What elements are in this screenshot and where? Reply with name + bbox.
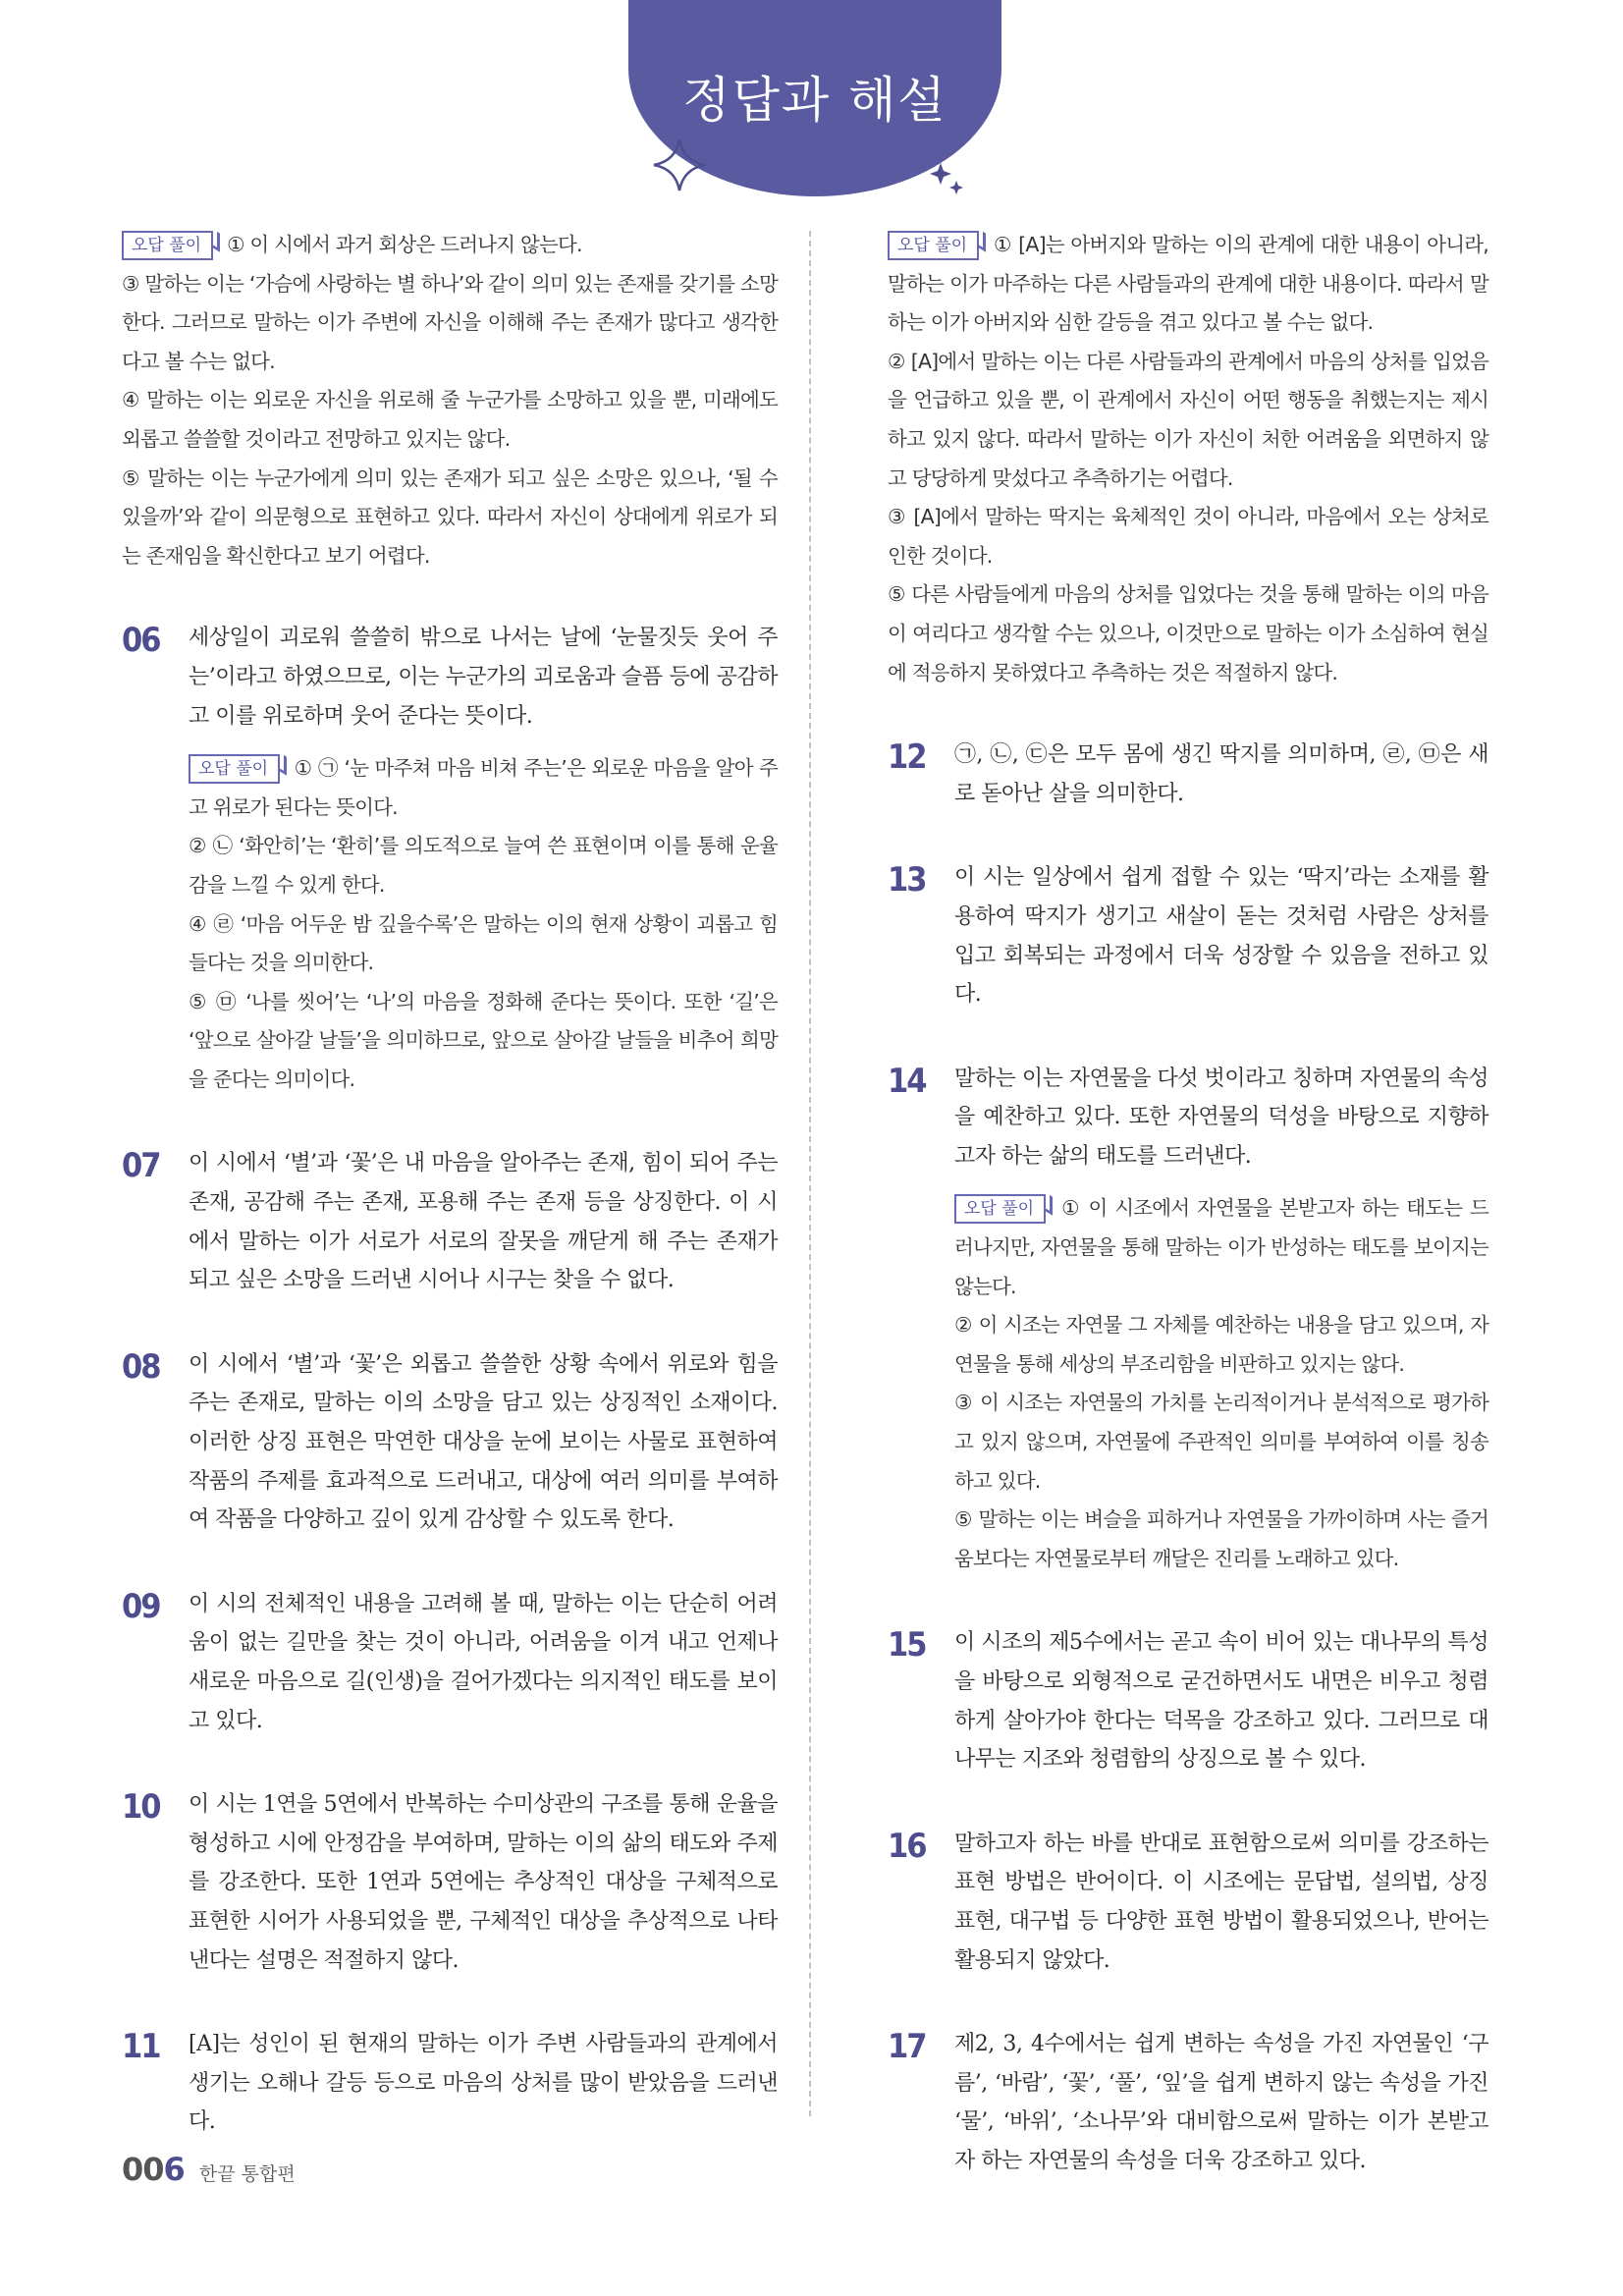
right-column xyxy=(888,226,1488,2226)
question-number: 07 xyxy=(122,1146,160,1186)
wrong-answer-tag: 오답 풀이 xyxy=(122,231,213,260)
note-paragraph xyxy=(888,498,1488,575)
note-paragraph xyxy=(954,1306,1488,1384)
answer-item xyxy=(122,1345,778,1540)
note-text: ④ 말하는 이는 외로운 자신을 위로해 줄 누군가를 소망하고 있을 뿐, 미래에도 외롭고 쓸쓸할 것이라고 전망하고 있지는 않다. xyxy=(122,388,778,451)
page-footer xyxy=(122,2151,296,2188)
note-text: ③ 말하는 이는 ‘가슴에 사랑하는 별 하나’와 같이 의미 있는 존재를 갖기를 소망한다. 그러므로 말하는 이가 주변에 자신을 이해해 주는 존재가 많다고 생각한다고 볼 수는 없다. xyxy=(122,271,778,373)
wrong-answer-tag: 오답 풀이 xyxy=(189,754,280,784)
note-paragraph xyxy=(122,381,778,459)
note-paragraph xyxy=(888,226,1488,343)
note-paragraph xyxy=(122,226,778,265)
note-paragraph xyxy=(122,460,778,576)
book-title: 한끝 통합편 xyxy=(198,2163,296,2185)
question-number: 09 xyxy=(122,1586,160,1626)
note-text: ① 이 시조에서 자연물을 본받고자 하는 태도는 드러나지만, 자연물을 통해 말하는 이가 반성하는 태도를 보이지는 않는다. xyxy=(954,1196,1488,1298)
answer-item xyxy=(888,1825,1488,1980)
question-number: 16 xyxy=(888,1826,926,1866)
note-text: ⑤ 다른 사람들에게 마음의 상처를 입었다는 것을 통해 말하는 이의 마음이 여리다고 생각할 수는 있으나, 이것만으로 말하는 이가 소심하여 현실에 적응하지 못하였다고 추측하는 것은 적절하지 않다. xyxy=(888,582,1488,684)
answer-item xyxy=(122,1144,778,1299)
note-paragraph xyxy=(189,827,778,904)
note-text: ① ㉠ ‘눈 마주쳐 마음 비쳐 주는’은 외로운 마음을 알아 주고 위로가 된다는 뜻이다. xyxy=(189,756,778,819)
answer-item xyxy=(122,1585,778,1740)
answer-text: 세상일이 괴로워 쓸쓸히 밖으로 나서는 날에 ‘눈물짓듯 웃어 주는’이라고 하였으므로, 이는 누군가의 괴로움과 슬픔 등에 공감하고 이를 위로하며 웃어 준다는 뜻이다. xyxy=(189,626,778,729)
note-paragraph xyxy=(888,575,1488,692)
answer-item xyxy=(122,619,778,1099)
question-number: 11 xyxy=(122,2027,160,2067)
wrong-answer-note xyxy=(189,749,778,1099)
answer-text: 말하는 이는 자연물을 다섯 벗이라고 칭하며 자연물의 속성을 예찬하고 있다. 또한 자연물의 덕성을 바탕으로 지향하고자 하는 삶의 태도를 드러낸다. xyxy=(954,1066,1488,1169)
question-number: 17 xyxy=(888,2027,926,2067)
wrong-answer-note xyxy=(888,226,1488,692)
question-number: 10 xyxy=(122,1787,160,1828)
wrong-answer-tag: 오답 풀이 xyxy=(954,1194,1046,1224)
note-text: ② 이 시조는 자연물 그 자체를 예찬하는 내용을 담고 있으며, 자연물을 통해 세상의 부조리함을 비판하고 있지는 않다. xyxy=(954,1313,1488,1376)
answer-text: 말하고자 하는 바를 반대로 표현함으로써 의미를 강조하는 표현 방법은 반어이다. 이 시조에는 문답법, 설의법, 상징 표현, 대구법 등 다양한 표현 방법이 활용되었으나, 반어는 활용되지 않았다. xyxy=(954,1831,1488,1973)
note-paragraph xyxy=(122,265,778,382)
left-column xyxy=(122,226,778,2187)
answer-text: 이 시에서 ‘별’과 ‘꽃’은 외롭고 쓸쓸한 상황 속에서 위로와 힘을 주는 존재로, 말하는 이의 소망을 담고 있는 상징적인 소재이다. 이러한 상징 표현은 막연한 대상을 눈에 보이는 사물로 표현하여 작품의 주제를 효과적으로 드러내고, 대상에 여러 의미를 부여하여 작품을 다양하고 깊이 있게 감상할 수 있도록 한다. xyxy=(189,1351,778,1533)
answer-text: ㉠, ㉡, ㉢은 모두 몸에 생긴 딱지를 의미하며, ㉣, ㉤은 새로 돋아난 살을 의미한다. xyxy=(954,742,1488,806)
question-number: 13 xyxy=(888,860,926,901)
answer-text: 이 시조의 제5수에서는 곧고 속이 비어 있는 대나무의 특성을 바탕으로 외형적으로 굳건하면서도 내면은 비우고 청렴하게 살아가야 한다는 덕목을 강조하고 있다. 그러므로 대나무는 지조와 청렴함의 상징으로 볼 수 있다. xyxy=(954,1630,1488,1773)
note-text: ⑤ ㉤ ‘나를 씻어’는 ‘나’의 마음을 정화해 준다는 뜻이다. 또한 ‘길’은 ‘앞으로 살아갈 날들’을 의미하므로, 앞으로 살아갈 날들을 비추어 희망을 준다는 의미이다. xyxy=(189,989,778,1091)
wrong-answer-note xyxy=(954,1189,1488,1578)
section-header xyxy=(628,0,1001,196)
note-text: ③ 이 시조는 자연물의 가치를 논리적이거나 분석적으로 평가하고 있지 않으며, 자연물에 주관적인 의미를 부여하여 이를 칭송하고 있다. xyxy=(954,1391,1488,1493)
note-paragraph xyxy=(189,749,778,827)
small-sparkle-icon xyxy=(930,163,963,194)
note-paragraph xyxy=(189,905,778,983)
section-title: 정답과 해설 xyxy=(682,72,947,129)
question-number: 14 xyxy=(888,1061,926,1101)
note-paragraph xyxy=(888,343,1488,498)
note-paragraph xyxy=(954,1384,1488,1501)
answer-item xyxy=(888,1623,1488,1778)
question-number: 15 xyxy=(888,1625,926,1666)
note-text: ⑤ 말하는 이는 누군가에게 의미 있는 존재가 되고 싶은 소망은 있으나, ‘될 수 있을까’와 같이 의문형으로 표현하고 있다. 따라서 자신이 상대에게 위로가 되는 존재임을 확신한다고 보기 어렵다. xyxy=(122,465,778,568)
note-paragraph xyxy=(954,1501,1488,1578)
answer-text: 이 시는 일상에서 쉽게 접할 수 있는 ‘딱지’라는 소재를 활용하여 딱지가 생기고 새살이 돋는 것처럼 사람은 상처를 입고 회복되는 과정에서 더욱 성장할 수 있음을 전하고 있다. xyxy=(954,865,1488,1008)
note-paragraph xyxy=(954,1189,1488,1306)
note-text: ① 이 시에서 과거 회상은 드러나지 않는다. xyxy=(227,233,582,256)
answer-item xyxy=(888,736,1488,813)
note-text: ② [A]에서 말하는 이는 다른 사람들과의 관계에서 마음의 상처를 입었음을 언급하고 있을 뿐, 이 관계에서 자신이 어떤 행동을 취했는지는 제시하고 있지 않다. 따라서 말하는 이가 자신이 처한 어려움을 외면하지 않고 당당하게 맞섰다고 추측하기는 어렵다. xyxy=(888,349,1488,490)
note-text: ① [A]는 아버지와 말하는 이의 관계에 대한 내용이 아니라, 말하는 이가 마주하는 다른 사람들과의 관계에 대한 내용이다. 따라서 말하는 이가 아버지와 심한 갈등을 겪고 있다고 볼 수는 없다. xyxy=(888,233,1488,335)
wrong-answer-tag: 오답 풀이 xyxy=(888,231,979,260)
note-text: ⑤ 말하는 이는 벼슬을 피하거나 자연물을 가까이하며 사는 즐거움보다는 자연물로부터 깨달은 진리를 노래하고 있다. xyxy=(954,1507,1488,1570)
answer-text: 이 시는 1연을 5연에서 반복하는 수미상관의 구조를 통해 운율을 형성하고 시에 안정감을 부여하며, 말하는 이의 삶의 태도와 주제를 강조한다. 또한 1연과 5연에는 추상적인 대상을 구체적으로 표현한 시어가 사용되었을 뿐, 구체적인 대상을 추상적으로 나타낸다는 설명은 적절하지 않다. xyxy=(189,1792,778,1973)
answer-item xyxy=(888,858,1488,1013)
answer-text: 이 시의 전체적인 내용을 고려해 볼 때, 말하는 이는 단순히 어려움이 없는 길만을 찾는 것이 아니라, 어려움을 이겨 내고 언제나 새로운 마음으로 길(인생)을 걸어가겠다는 의지적인 태도를 보이고 있다. xyxy=(189,1591,778,1733)
answer-item xyxy=(888,2025,1488,2180)
note-text: ④ ㉣ ‘마음 어두운 밤 깊을수록’은 말하는 이의 현재 상황이 괴롭고 힘들다는 것을 의미한다. xyxy=(189,911,778,975)
note-text: ② ㉡ ‘화안히’는 ‘환히’를 의도적으로 늘여 쓴 표현이며 이를 통해 운율감을 느낄 수 있게 한다. xyxy=(189,834,778,897)
answer-text: 이 시에서 ‘별’과 ‘꽃’은 내 마음을 알아주는 존재, 힘이 되어 주는 존재, 공감해 주는 존재, 포용해 주는 존재 등을 상징한다. 이 시에서 말하는 이가 서로가 서로의 잘못을 깨닫게 해 주는 존재가 되고 싶은 소망을 드러낸 시어나 시구는 찾을 수 없다. xyxy=(189,1151,778,1293)
question-number: 12 xyxy=(888,738,926,778)
answer-item xyxy=(122,2025,778,2142)
answer-text: [A]는 성인이 된 현재의 말하는 이가 주변 사람들과의 관계에서 생기는 오해나 갈등 등으로 마음의 상처를 많이 받았음을 드러낸다. xyxy=(189,2032,778,2135)
answer-item xyxy=(122,1785,778,1980)
note-paragraph xyxy=(189,983,778,1100)
note-text: ③ [A]에서 말하는 딱지는 육체적인 것이 아니라, 마음에서 오는 상처로 인한 것이다. xyxy=(888,505,1488,568)
question-number: 08 xyxy=(122,1346,160,1387)
column-divider xyxy=(809,231,811,2116)
answer-item xyxy=(888,1060,1488,1579)
answer-text: 제2, 3, 4수에서는 쉽게 변하는 속성을 가진 자연물인 ‘구름’, ‘바람’, ‘꽃’, ‘풀’, ‘잎’을 쉽게 변하지 않는 속성을 가진 ‘물’, ‘바위’, ‘소나무’와 대비함으로써 말하는 이가 본받고자 하는 자연물의 속성을 더욱 강조하고 있다. xyxy=(954,2032,1488,2173)
question-number: 06 xyxy=(122,621,160,661)
wrong-answer-note xyxy=(122,226,778,575)
page-number: 006 xyxy=(122,2151,185,2188)
